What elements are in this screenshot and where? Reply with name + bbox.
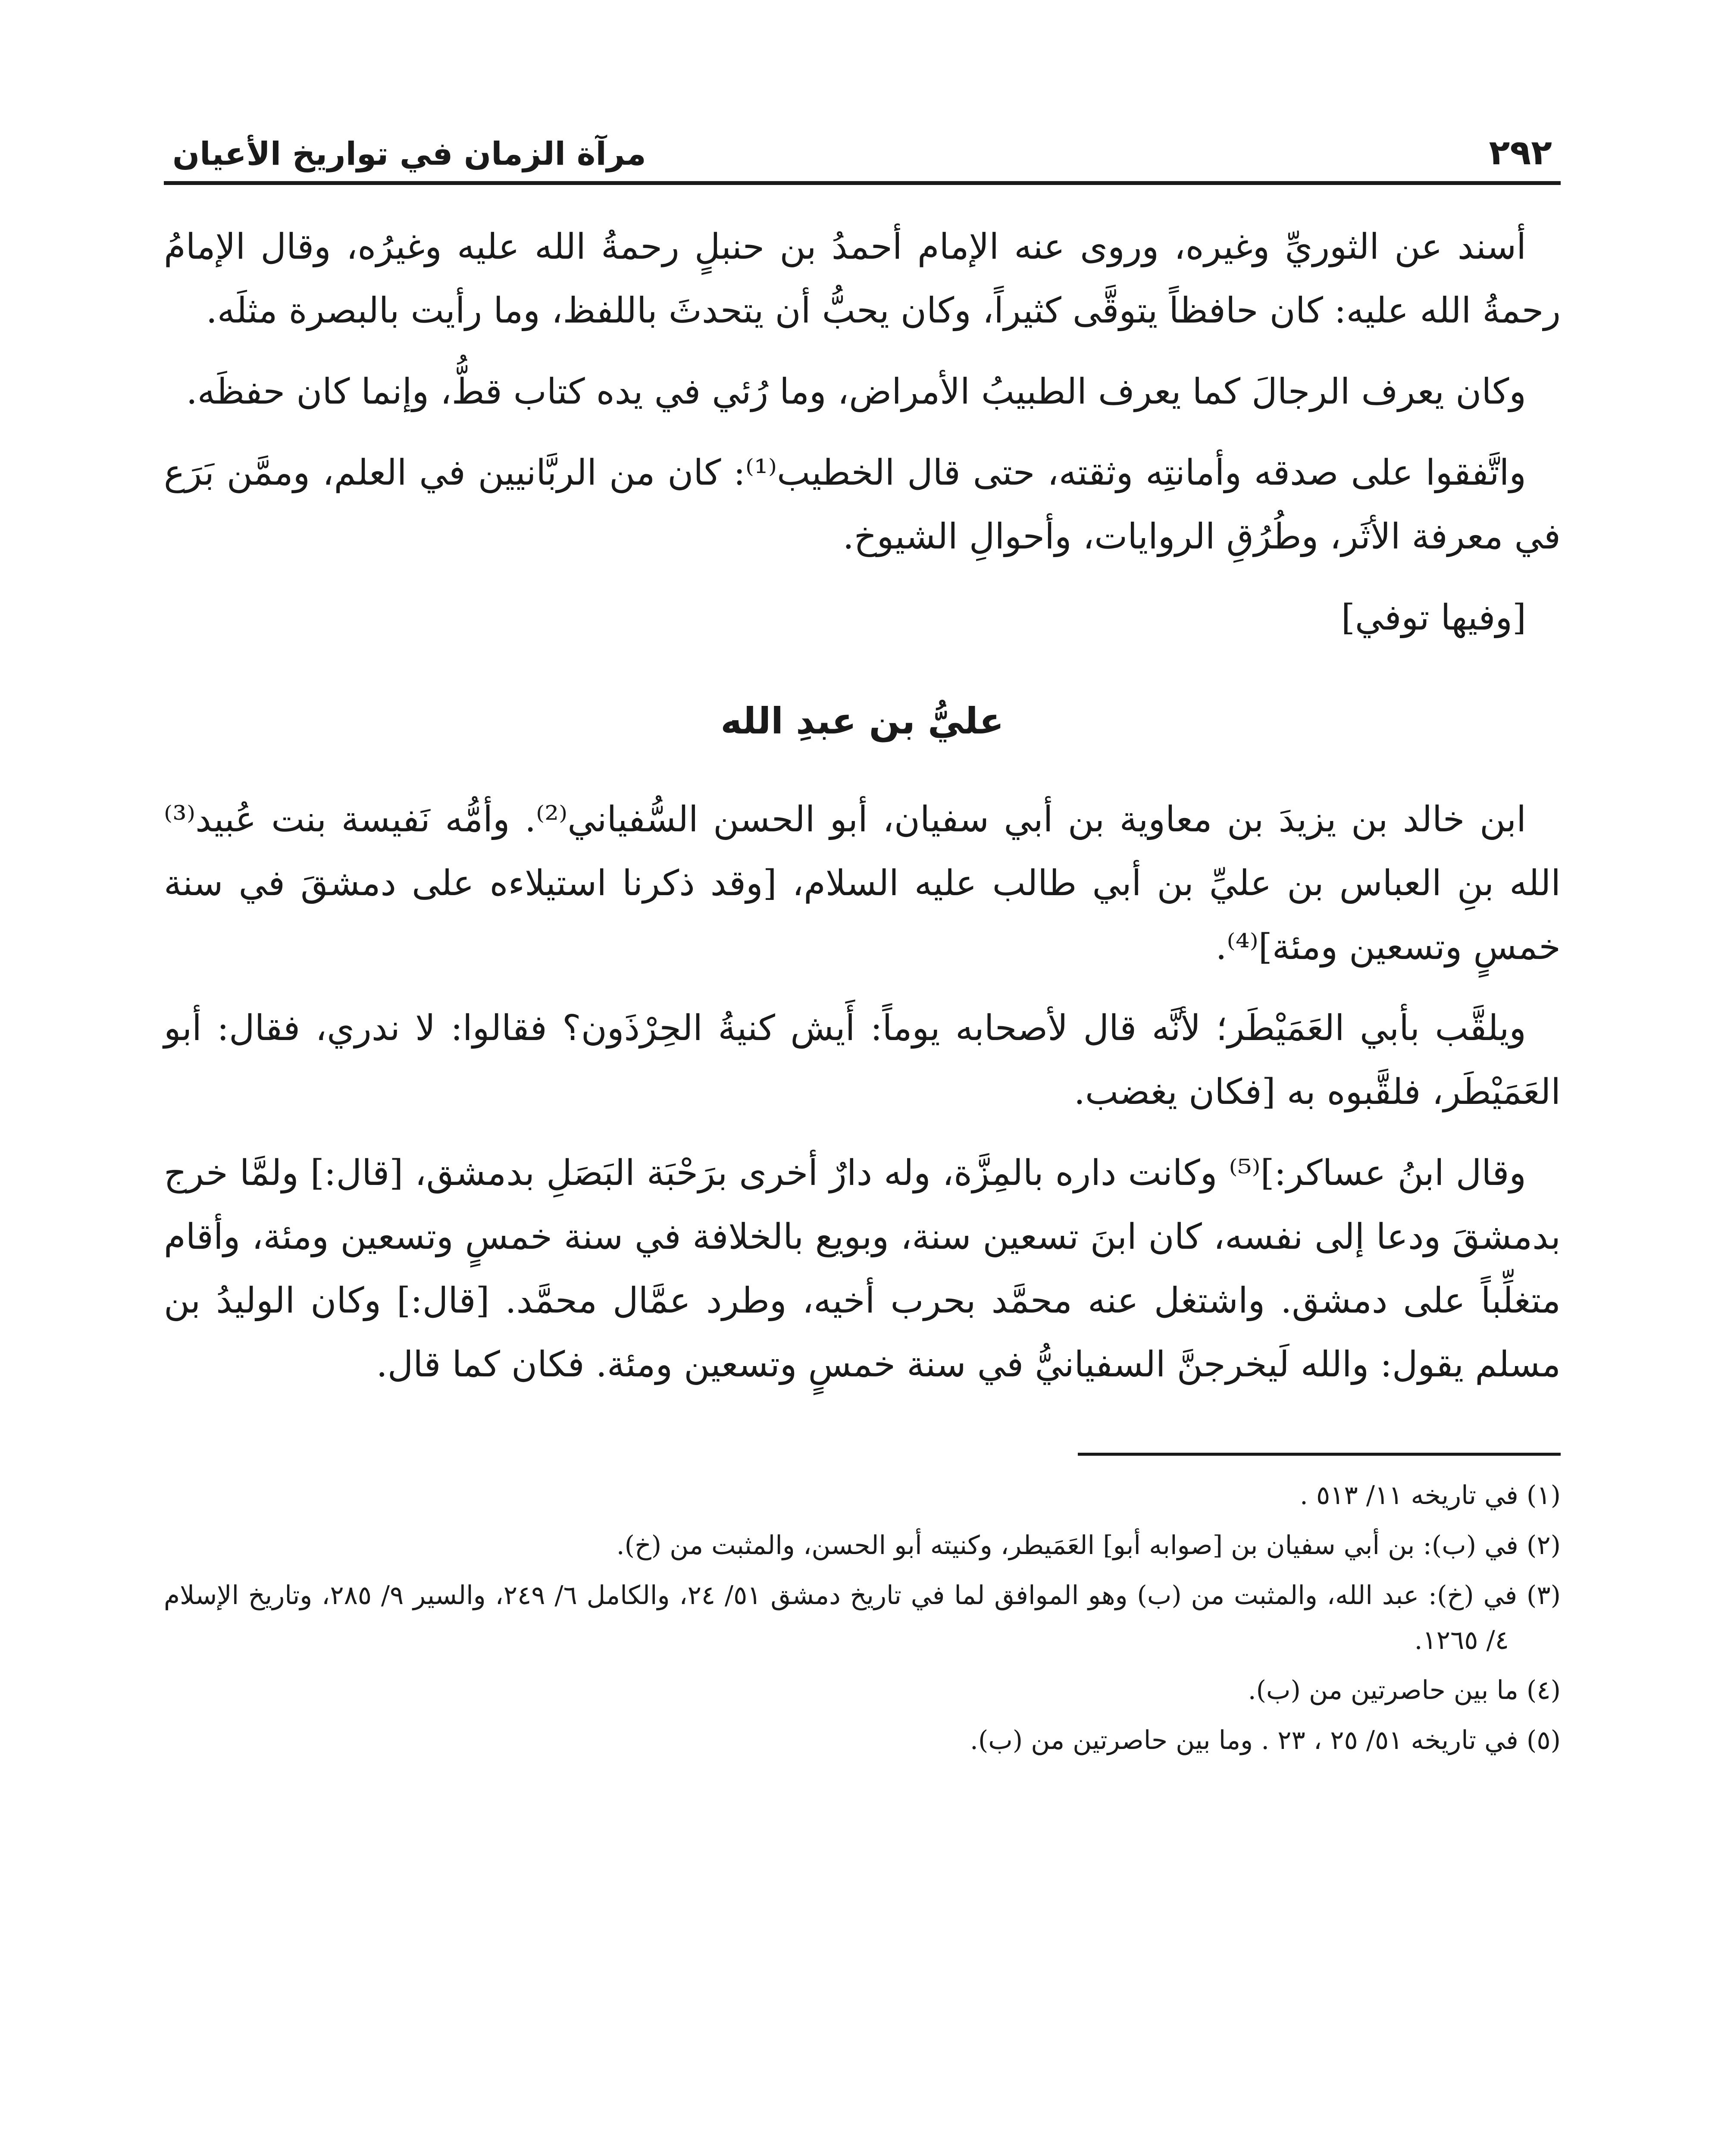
paragraph-6: وقال ابنُ عساكر:]⁽⁵⁾ وكانت داره بالمِزَّة، وله دارٌ أخرى برَحْبَة البَصَلِ بدمشق، [قال:] ولمَّا خرج بدمشقَ ودعا إلى نفسه، كان ابنَ تسعين سنة، وبويع بالخلافة في سنة خمسٍ وتسعين ومئة، وأقام متغلِّباً على دمشق. واشتغل عنه محمَّد بحرب أخيه، وطرد عمَّال محمَّد. [قال:] وكان الوليدُ بن مسلم يقول: والله لَيخرجنَّ السفيانيُّ في سنة خمسٍ وتسعين ومئة. فكان كما قال.: [164, 1153, 1561, 1385]
page-number: ٢٩٢: [1489, 132, 1552, 172]
bracket-note: [وفيها توفي]: [1341, 597, 1526, 638]
footnotes: [164, 1473, 1561, 1763]
footnote-rule: [1078, 1453, 1561, 1456]
footnote-2: (٢) في (ب): بن أبي سفيان بن [صوابه أبو] العَمَيطر، وكنيته أبو الحسن، والمثبت من (خ).: [616, 1530, 1561, 1561]
paragraph-2: وكان يعرف الرجالَ كما يعرف الطبيبُ الأمراض، وما رُئي في يده كتاب قطُّ، وإنما كان حفظَه.: [186, 371, 1526, 412]
footnote-1: (١) في تاريخه ١١/ ٥١٣ .: [1299, 1480, 1561, 1510]
paragraph-3: واتَّفقوا على صدقه وأمانتِه وثقته، حتى قال الخطيب⁽¹⁾: كان من الربَّانيين في العلم، وممَّن بَرَع في معرفة الأثَر، وطُرُقِ الروايات، وأحوالِ الشيوخ.: [164, 452, 1561, 557]
footnote-3: (٣) في (خ): عبد الله، والمثبت من (ب) وهو الموافق لما في تاريخ دمشق ٥١/ ٢٤، والكامل ٦/ ٢٤٩، والسير ٩/ ٢٨٥، وتاريخ الإسلام ٤/ ١٢٦٥.: [164, 1580, 1561, 1655]
paragraph-5: ويلقَّب بأبي العَمَيْطَر؛ لأنَّه قال لأصحابه يوماً: أَيش كنيةُ الحِرْذَون؟ فقالوا: لا ندري، فقال: أبو العَمَيْطَر، فلقَّبوه به [فكان يغضب.: [164, 1008, 1561, 1112]
header-rule: [164, 181, 1561, 185]
paragraph-1: أسند عن الثوريِّ وغيره، وروى عنه الإمام أحمدُ بن حنبلٍ رحمةُ الله عليه وغيرُه، وقال الإمامُ رحمةُ الله عليه: كان حافظاً يتوقَّى كثيراً، وكان يحبُّ أن يتحدثَ باللفظ، وما رأيت بالبصرة مثلَه.: [164, 226, 1561, 331]
footnote-5: (٥) في تاريخه ٥١/ ٢٥ ، ٢٣ . وما بين حاصرتين من (ب).: [970, 1725, 1561, 1755]
main-text: [164, 215, 1561, 1397]
book-page: [164, 108, 1561, 2156]
book-title: مرآة الزمان في تواريخ الأعيان: [172, 135, 646, 172]
running-header: [164, 108, 1561, 172]
entry-heading: عليُّ بن عبدِ الله: [720, 700, 1004, 742]
footnote-4: (٤) ما بين حاصرتين من (ب).: [1248, 1675, 1561, 1705]
paragraph-4: ابن خالد بن يزيدَ بن معاوية بن أبي سفيان، أبو الحسن السُّفياني⁽²⁾. وأمُّه نَفيسة بنت عُبيد⁽³⁾ الله بنِ العباس بن عليِّ بن أبي طالب عليه السلام، [وقد ذكرنا استيلاءه على دمشقَ في سنة خمسٍ وتسعين ومئة]⁽⁴⁾.: [164, 799, 1561, 968]
